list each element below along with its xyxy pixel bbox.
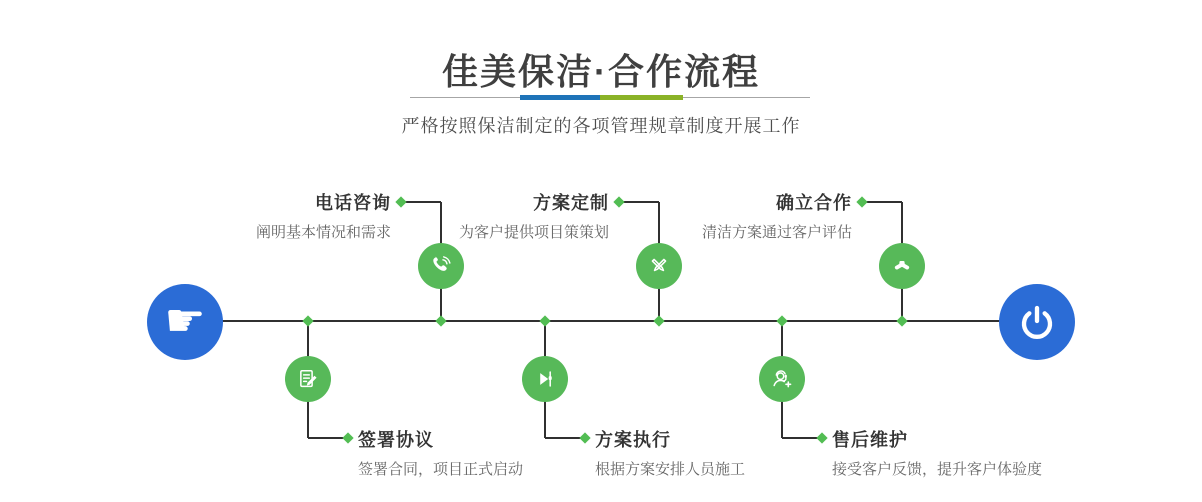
title-divider bbox=[410, 97, 810, 98]
power-icon bbox=[1017, 302, 1057, 342]
step-node-circle bbox=[879, 243, 925, 289]
step-title: 方案执行 bbox=[595, 430, 671, 450]
document-sign-icon bbox=[295, 366, 321, 392]
label-diamond bbox=[579, 432, 590, 443]
page-title: 佳美保洁·合作流程 bbox=[442, 51, 760, 92]
step-desc: 根据方案安排人员施工 bbox=[595, 461, 746, 478]
step-label bbox=[358, 426, 523, 479]
phone-icon bbox=[428, 253, 454, 279]
play-slider-icon bbox=[532, 366, 558, 392]
step-desc: 签署合同，项目正式启动 bbox=[358, 461, 524, 478]
step-label bbox=[459, 189, 609, 242]
step-node-circle bbox=[636, 243, 682, 289]
divider-accent-bar bbox=[520, 95, 683, 100]
label-diamond bbox=[856, 196, 867, 207]
timeline-diamond bbox=[435, 315, 446, 326]
step-desc: 为客户提供项目策策划 bbox=[458, 224, 609, 241]
step-title: 方案定制 bbox=[533, 193, 609, 213]
step-title: 签署协议 bbox=[358, 430, 434, 450]
timeline-start-node bbox=[147, 284, 223, 360]
timeline-diamond bbox=[776, 315, 787, 326]
headset-add-icon bbox=[769, 366, 795, 392]
connector-hline bbox=[619, 201, 659, 203]
step-desc: 清洁方案通过客户评估 bbox=[701, 224, 852, 241]
step-title: 电话咨询 bbox=[315, 193, 391, 213]
step-title: 售后维护 bbox=[832, 430, 908, 450]
pencils-icon bbox=[646, 253, 672, 279]
hand-pointer-icon: ☛ bbox=[164, 293, 206, 347]
step-node-circle bbox=[418, 243, 464, 289]
timeline-end-node bbox=[999, 284, 1075, 360]
label-diamond bbox=[613, 196, 624, 207]
step-desc: 接受客户反馈，提升客户体验度 bbox=[832, 461, 1043, 478]
timeline-diamond bbox=[539, 315, 550, 326]
timeline-diamond bbox=[896, 315, 907, 326]
label-diamond bbox=[342, 432, 353, 443]
timeline-diamond bbox=[653, 315, 664, 326]
timeline-diamond bbox=[302, 315, 313, 326]
label-diamond bbox=[816, 432, 827, 443]
label-diamond bbox=[395, 196, 406, 207]
step-label bbox=[256, 189, 391, 242]
step-desc: 阐明基本情况和需求 bbox=[255, 224, 391, 241]
divider-green-segment bbox=[600, 95, 683, 100]
connector-hline bbox=[401, 201, 441, 203]
connector-hline bbox=[862, 201, 902, 203]
step-label bbox=[702, 189, 852, 242]
page-subtitle: 严格按照保洁制定的各项管理规章制度开展工作 bbox=[401, 116, 801, 136]
step-label bbox=[832, 426, 1042, 479]
divider-blue-segment bbox=[520, 95, 600, 100]
step-title: 确立合作 bbox=[776, 193, 852, 213]
step-node-circle bbox=[522, 356, 568, 402]
step-node-circle bbox=[759, 356, 805, 402]
handshake-icon bbox=[889, 253, 915, 279]
step-label bbox=[595, 426, 745, 479]
step-node-circle bbox=[285, 356, 331, 402]
